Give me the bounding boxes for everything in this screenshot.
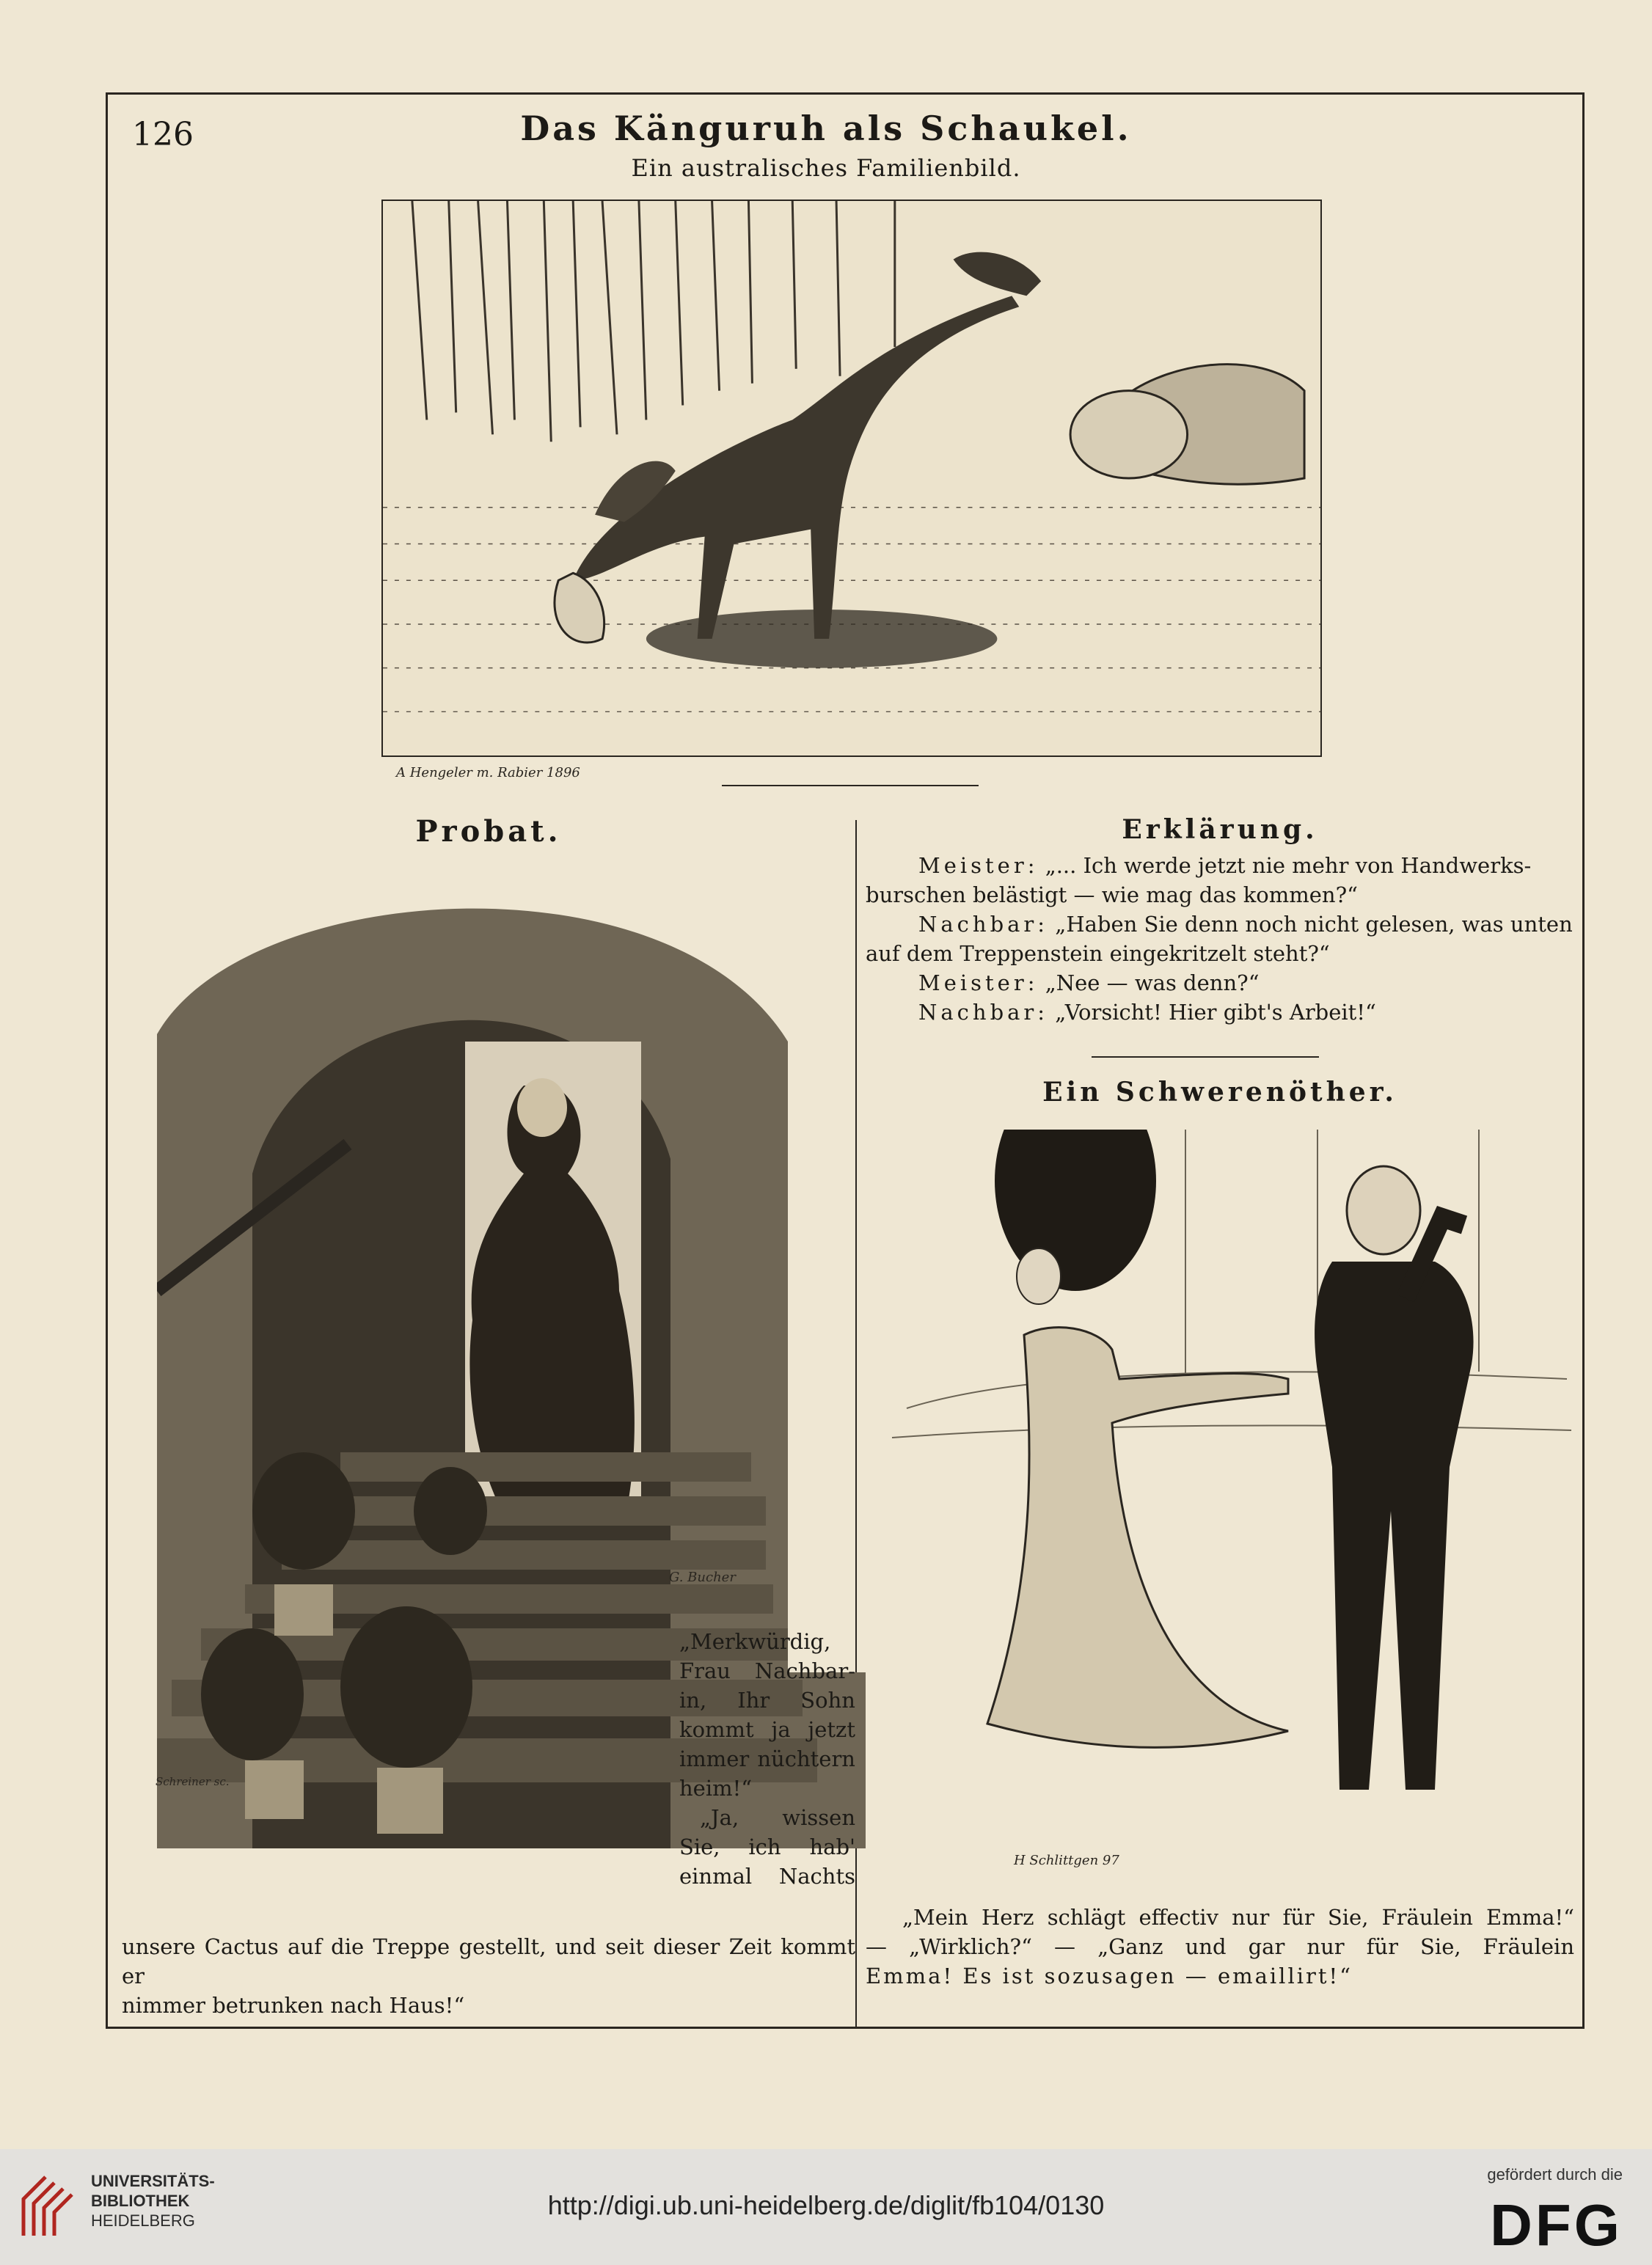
- separator-rule: [722, 785, 979, 786]
- logo-line: HEIDELBERG: [91, 2211, 195, 2230]
- probat-title: Probat.: [415, 814, 562, 849]
- dialog-text: „... Ich werde jetzt nie mehr von Handwerks-: [1045, 853, 1532, 878]
- kangaroo-illustration: [381, 200, 1322, 757]
- probat-caption-column: [679, 1627, 855, 1891]
- dialog-line: [866, 910, 1574, 939]
- speaker: Nachbar:: [918, 912, 1049, 937]
- dialog-text: „Vorsicht! Hier gibt's Arbeit!“: [1055, 1000, 1376, 1025]
- dialog-text: „Haben Sie denn noch nicht gelesen, was unten: [1055, 912, 1573, 937]
- dialog-text: burschen belästigt — wie mag das kommen?“: [866, 882, 1358, 907]
- caption-line: einmal Nachts: [679, 1864, 855, 1889]
- page-title: Das Känguruh als Schaukel.: [520, 109, 1132, 148]
- dfg-logo: DFG: [1490, 2192, 1623, 2258]
- caption-line: kommt ja jetzt: [679, 1717, 855, 1742]
- schwerenoether-illustration: [877, 1130, 1571, 1878]
- page-subtitle: Ein australisches Familienbild.: [631, 154, 1021, 182]
- caption-line: unsere Cactus auf die Treppe gestellt, und seit dieser Zeit kommt er: [122, 1934, 855, 1988]
- dialog-line: [866, 968, 1574, 998]
- schwerenoether-signature: H Schlittgen 97: [1014, 1853, 1119, 1868]
- schwerenoether-title: Ein Schwerenöther.: [1042, 1077, 1397, 1108]
- dialog-text: „Nee — was denn?“: [1045, 970, 1260, 995]
- caption-line: „Ja, wissen: [700, 1805, 855, 1830]
- caption-line: heim!“: [679, 1776, 753, 1801]
- caption-line: Sie, ich hab': [679, 1834, 855, 1859]
- dialog-line: [866, 880, 1574, 910]
- separator-rule: [1092, 1056, 1319, 1058]
- caption-line: nimmer betrunken nach Haus!“: [122, 1993, 465, 2018]
- caption-line: in, Ihr Sohn: [679, 1688, 855, 1713]
- caption-line: immer nüchtern: [679, 1746, 855, 1771]
- caption-line: „Mein Herz schlägt effectiv nur für Sie, Fräulein Emma!“: [902, 1905, 1574, 1930]
- probat-caption-full: [122, 1932, 855, 2020]
- caption-line: — „Wirklich?“ — „Ganz und gar nur für Sie, Fräulein: [866, 1934, 1574, 1959]
- logo-line: UNIVERSITÄTS-: [91, 2172, 215, 2190]
- probat-signature-engraver: Schreiner sc.: [156, 1775, 230, 1788]
- speaker: Meister:: [918, 970, 1039, 995]
- probat-signature-artist: G. Bucher: [669, 1570, 736, 1585]
- dialog-text: auf dem Treppenstein eingekritzelt steht?“: [866, 941, 1330, 966]
- schwerenoether-caption: [866, 1903, 1574, 1991]
- caption-line: „Merkwürdig,: [679, 1629, 831, 1654]
- funding-note: gefördert durch die: [1487, 2165, 1623, 2184]
- dialog-line: [866, 998, 1574, 1027]
- erklaerung-title: Erklärung.: [1122, 814, 1318, 845]
- dialog-line: [866, 939, 1574, 968]
- footer-bar: [0, 2149, 1652, 2265]
- source-url-link[interactable]: http://digi.ub.uni-heidelberg.de/diglit/fb104/0130: [547, 2190, 1105, 2220]
- speaker: Meister:: [918, 853, 1039, 878]
- caption-line: Emma! Es ist sozusagen — emaillirt!“: [866, 1964, 1353, 1988]
- dialog-line: [866, 851, 1574, 880]
- kangaroo-signature: A Hengeler m. Rabier 1896: [396, 765, 580, 780]
- logo-line: BIBLIOTHEK: [91, 2192, 190, 2210]
- erklaerung-dialog: [866, 851, 1574, 1027]
- page-number: 126: [132, 116, 194, 153]
- caption-line: Frau Nachbar-: [679, 1658, 855, 1683]
- speaker: Nachbar:: [918, 1000, 1049, 1025]
